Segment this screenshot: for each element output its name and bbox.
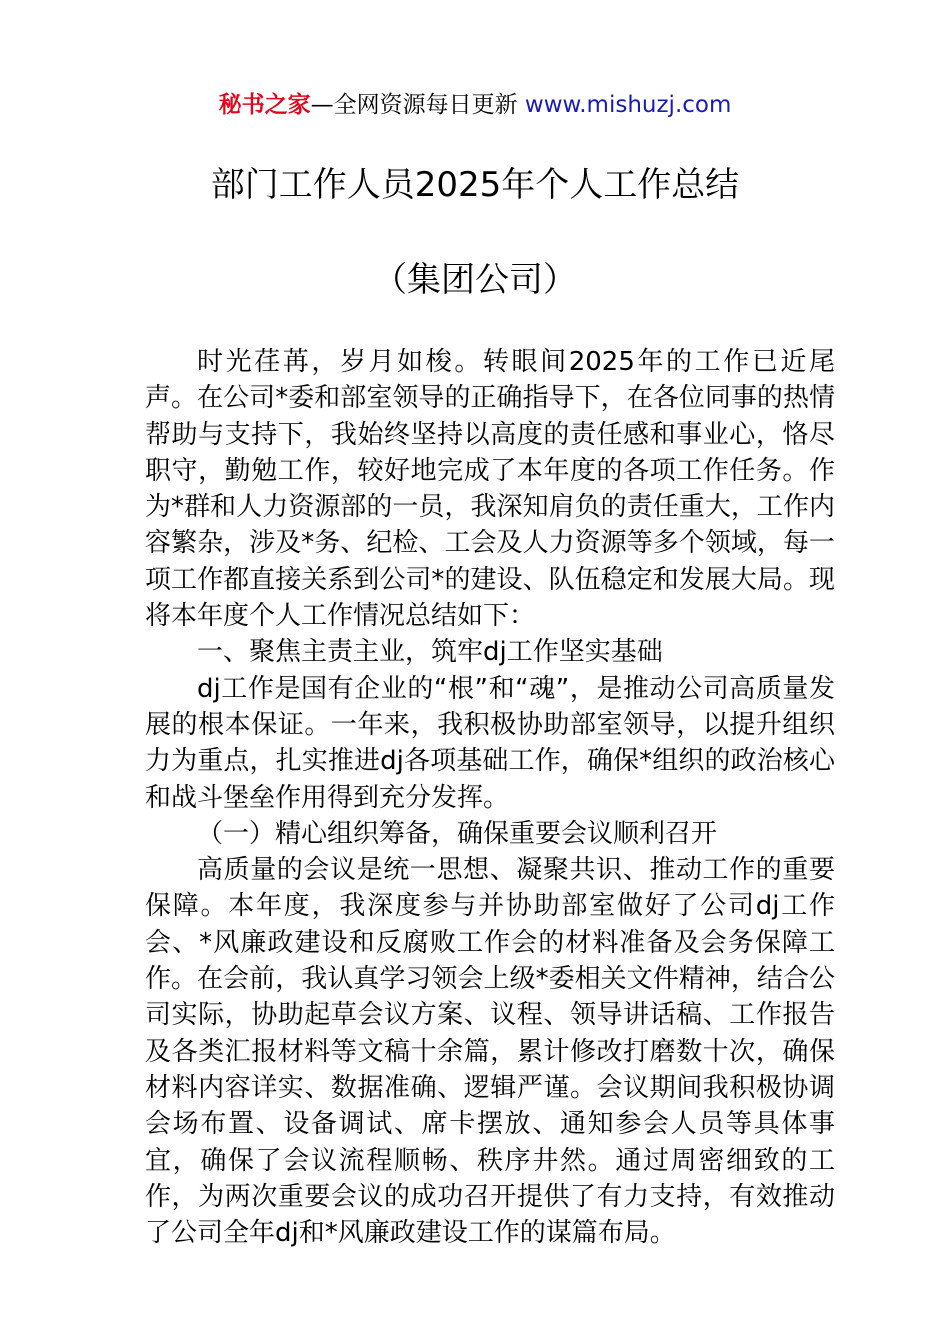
paragraph-subsection-1: 高质量的会议是统一思想、凝聚共识、推动工作的重要保障。本年度，我深度参与并协助部室做好了公司dj工作会、*风廉政建设和反腐败工作会的材料准备及会务保障工作。在会前，我认真学习领会上级*委相关文件精神，结合公司实际，协助起草会议方案、议程、领导讲话稿、工作报告及各类汇报材料等文稿十余篇，累计修改打磨数十次，确保材料内容详实、数据准确、逻辑严谨。会议期间我积极协调会场布置、设备调试、席卡摆放、通知参会人员等具体事宜，确保了会议流程顺畅、秩序井然。通过周密细致的工作，为两次重要会议的成功召开提供了有力支持，有效推动了公司全年dj和*风廉政建设工作的谋篇布局。 (145, 855, 835, 1249)
banner-tagline: —全网资源每日更新 (310, 92, 518, 118)
document-subtitle: （集团公司） (373, 260, 577, 300)
document-body (145, 344, 835, 1251)
site-banner (0, 88, 950, 122)
site-url-link[interactable]: www.mishuzj.com (524, 92, 732, 118)
document-title: 部门工作人员2025年个人工作总结 (210, 165, 740, 205)
brand-name[interactable]: 秘书之家 (218, 92, 311, 118)
paragraph-section-1: dj工作是国有企业的“根”和“魂”，是推动公司高质量发展的根本保证。一年来，我积极协助部室领导，以提升组织力为重点，扎实推进dj各项基础工作，确保*组织的政治核心和战斗堡垒作用得到充分发挥。 (145, 673, 835, 813)
subsection-heading-1: （一）精心组织筹备，确保重要会议顺利召开 (197, 818, 718, 849)
paragraph-intro: 时光荏苒，岁月如梭。转眼间2025年的工作已近尾声。在公司*委和部室领导的正确指导下，在各位同事的热情帮助与支持下，我始终坚持以高度的责任感和事业心，恪尽职守，勤勉工作，较好地完成了本年度的各项工作任务。作为*群和人力资源部的一员，我深知肩负的责任重大，工作内容繁杂，涉及*务、纪检、工会及人力资源等多个领域，每一项工作都直接关系到公司*的建设、队伍稳定和发展大局。现将本年度个人工作情况总结如下： (145, 347, 835, 632)
section-heading-1: 一、聚焦主责主业，筑牢dj工作坚实基础 (197, 637, 663, 668)
